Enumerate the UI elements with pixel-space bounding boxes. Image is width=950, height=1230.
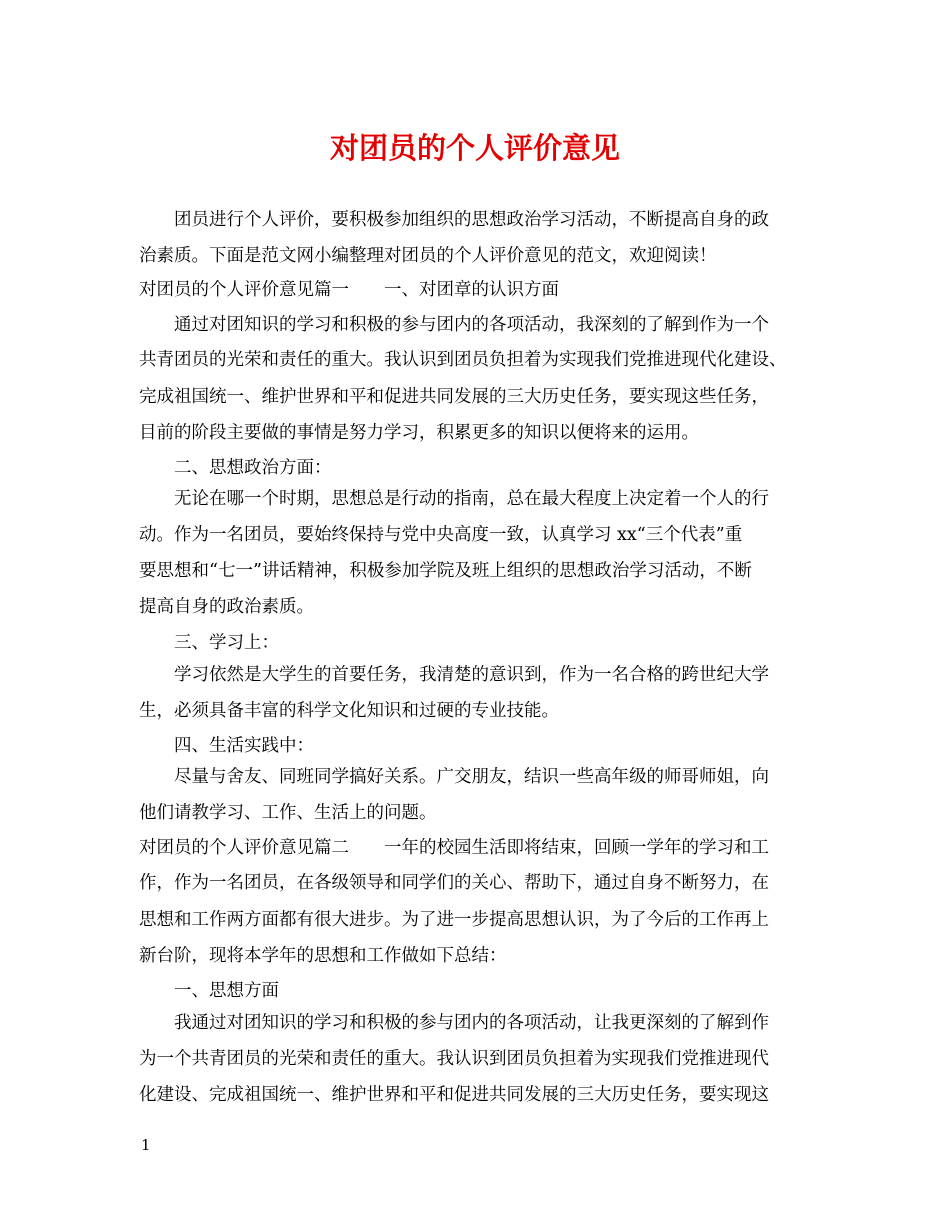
text-line: 新台阶，现将本学年的思想和工作做如下总结： <box>139 946 507 966</box>
text-line: 尽量与舍友、同班同学搞好关系。广交朋友，结识一些高年级的师哥师姐，向 <box>139 767 769 787</box>
text-line: 对团员的个人评价意见篇二 一年的校园生活即将结束，回顾一学年的学习和工 <box>139 838 769 858</box>
text-line: 思想和工作两方面都有很大进步。为了进一步提高思想认识，为了今后的工作再上 <box>139 910 769 930</box>
text-line: 对团员的个人评价意见篇一 一、对团章的认识方面 <box>139 280 559 300</box>
text-line: 提高自身的政治素质。 <box>139 597 314 617</box>
text-line: 学习依然是大学生的首要任务，我清楚的意识到，作为一名合格的跨世纪大学 <box>139 665 769 685</box>
text-line: 动。作为一名团员，要始终保持与党中央高度一致，认真学习 xx“三个代表”重 <box>139 525 743 545</box>
text-line: 作，作为一名团员，在各级领导和同学们的关心、帮助下，通过自身不断努力，在 <box>139 873 769 893</box>
text-line: 为一个共青团员的光荣和责任的重大。我认识到团员负担着为实现我们党推进现代 <box>139 1049 769 1069</box>
text-line: 二、思想政治方面： <box>139 458 332 478</box>
text-line: 治素质。下面是范文网小编整理对团员的个人评价意见的范文，欢迎阅读！ <box>139 246 717 266</box>
text-line: 目前的阶段主要做的事情是努力学习，积累更多的知识以便将来的运用。 <box>139 423 699 443</box>
text-line: 无论在哪一个时期，思想总是行动的指南，总在最大程度上决定着一个人的行 <box>139 489 769 509</box>
page-number: 1 <box>141 1136 151 1154</box>
document-title: 对团员的个人评价意见 <box>329 131 620 165</box>
text-line: 生，必须具备丰富的科学文化知识和过硬的专业技能。 <box>139 701 559 721</box>
text-line: 完成祖国统一、维护世界和平和促进共同发展的三大历史任务，要实现这些任务， <box>139 387 769 407</box>
text-line: 一、思想方面 <box>139 981 279 1001</box>
text-line: 四、生活实践中： <box>139 736 314 756</box>
text-line: 化建设、完成祖国统一、维护世界和平和促进共同发展的三大历史任务，要实现这 <box>139 1085 769 1105</box>
text-line: 团员进行个人评价，要积极参加组织的思想政治学习活动，不断提高自身的政 <box>139 210 769 230</box>
text-line: 三、学习上： <box>139 633 279 653</box>
text-line: 我通过对团知识的学习和积极的参与团内的各项活动，让我更深刻的了解到作 <box>139 1013 769 1033</box>
text-line: 要思想和“七一”讲话精神，积极参加学院及班上组织的思想政治学习活动，不断 <box>139 561 752 581</box>
text-line: 他们请教学习、工作、生活上的问题。 <box>139 803 437 823</box>
text-line: 通过对团知识的学习和积极的参与团内的各项活动，我深刻的了解到作为一个 <box>139 315 769 335</box>
text-line: 共青团员的光荣和责任的重大。我认识到团员负担着为实现我们党推进现代化建设、 <box>139 350 787 370</box>
